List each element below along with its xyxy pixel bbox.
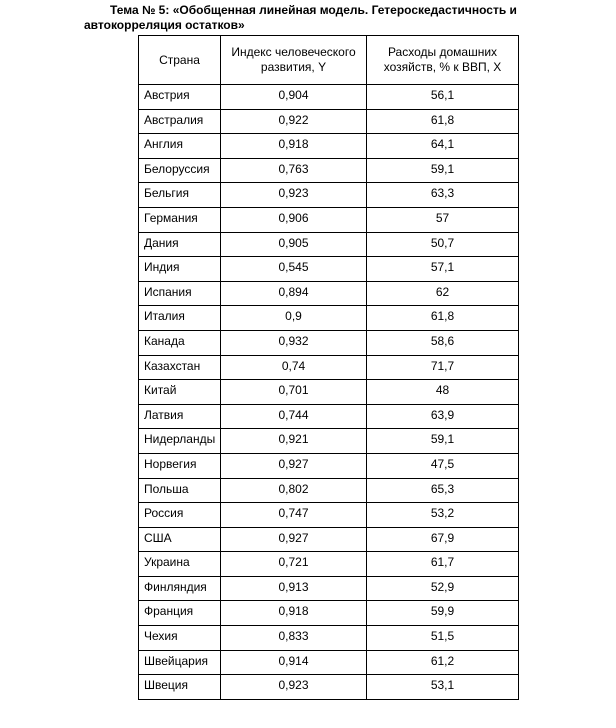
cell-country: Испания bbox=[139, 281, 221, 306]
cell-hdi: 0,74 bbox=[221, 355, 367, 380]
cell-country: Россия bbox=[139, 503, 221, 528]
cell-hdi: 0,904 bbox=[221, 85, 367, 110]
cell-country: США bbox=[139, 527, 221, 552]
table-row bbox=[139, 650, 519, 675]
cell-country: Китай bbox=[139, 380, 221, 405]
table-row bbox=[139, 503, 519, 528]
cell-hdi: 0,932 bbox=[221, 330, 367, 355]
cell-household-spending: 56,1 bbox=[367, 85, 519, 110]
cell-household-spending: 64,1 bbox=[367, 134, 519, 159]
table-row bbox=[139, 404, 519, 429]
cell-hdi: 0,923 bbox=[221, 183, 367, 208]
table-row bbox=[139, 232, 519, 257]
cell-hdi: 0,922 bbox=[221, 109, 367, 134]
cell-hdi: 0,927 bbox=[221, 453, 367, 478]
table-row bbox=[139, 158, 519, 183]
table-body bbox=[139, 85, 519, 700]
table-row bbox=[139, 429, 519, 454]
table-row bbox=[139, 134, 519, 159]
cell-country: Казахстан bbox=[139, 355, 221, 380]
document-title: Тема № 5: «Обобщенная линейная модель. Гетероскедастичность и автокорреляция остатков» bbox=[84, 3, 517, 32]
table-row bbox=[139, 257, 519, 282]
cell-country: Швеция bbox=[139, 675, 221, 700]
table-row bbox=[139, 183, 519, 208]
cell-household-spending: 59,9 bbox=[367, 601, 519, 626]
cell-household-spending: 62 bbox=[367, 281, 519, 306]
cell-country: Польша bbox=[139, 478, 221, 503]
table-row bbox=[139, 552, 519, 577]
cell-country: Норвегия bbox=[139, 453, 221, 478]
table-row bbox=[139, 330, 519, 355]
cell-hdi: 0,763 bbox=[221, 158, 367, 183]
cell-hdi: 0,913 bbox=[221, 576, 367, 601]
cell-household-spending: 48 bbox=[367, 380, 519, 405]
cell-country: Австрия bbox=[139, 85, 221, 110]
cell-household-spending: 63,9 bbox=[367, 404, 519, 429]
cell-country: Украина bbox=[139, 552, 221, 577]
table-row bbox=[139, 527, 519, 552]
cell-country: Бельгия bbox=[139, 183, 221, 208]
cell-hdi: 0,923 bbox=[221, 675, 367, 700]
cell-country: Германия bbox=[139, 207, 221, 232]
table-header-row bbox=[139, 36, 519, 85]
table-row bbox=[139, 109, 519, 134]
cell-country: Швейцария bbox=[139, 650, 221, 675]
cell-household-spending: 67,9 bbox=[367, 527, 519, 552]
cell-household-spending: 52,9 bbox=[367, 576, 519, 601]
header-household-spending: Расходы домашних хозяйств, % к ВВП, X bbox=[367, 36, 519, 85]
cell-country: Латвия bbox=[139, 404, 221, 429]
cell-country: Белоруссия bbox=[139, 158, 221, 183]
cell-country: Канада bbox=[139, 330, 221, 355]
cell-hdi: 0,701 bbox=[221, 380, 367, 405]
cell-hdi: 0,894 bbox=[221, 281, 367, 306]
cell-country: Чехия bbox=[139, 626, 221, 651]
cell-household-spending: 53,1 bbox=[367, 675, 519, 700]
cell-household-spending: 59,1 bbox=[367, 429, 519, 454]
table-row bbox=[139, 281, 519, 306]
cell-household-spending: 61,8 bbox=[367, 306, 519, 331]
cell-hdi: 0,545 bbox=[221, 257, 367, 282]
cell-household-spending: 63,3 bbox=[367, 183, 519, 208]
header-hdi: Индекс человеческого развития, Y bbox=[221, 36, 367, 85]
cell-hdi: 0,918 bbox=[221, 134, 367, 159]
header-country: Страна bbox=[139, 36, 221, 85]
cell-hdi: 0,905 bbox=[221, 232, 367, 257]
cell-hdi: 0,918 bbox=[221, 601, 367, 626]
table-row bbox=[139, 207, 519, 232]
cell-household-spending: 61,2 bbox=[367, 650, 519, 675]
cell-country: Финляндия bbox=[139, 576, 221, 601]
cell-household-spending: 51,5 bbox=[367, 626, 519, 651]
cell-household-spending: 58,6 bbox=[367, 330, 519, 355]
cell-household-spending: 57,1 bbox=[367, 257, 519, 282]
cell-hdi: 0,927 bbox=[221, 527, 367, 552]
cell-country: Австралия bbox=[139, 109, 221, 134]
cell-hdi: 0,906 bbox=[221, 207, 367, 232]
cell-hdi: 0,921 bbox=[221, 429, 367, 454]
table-row bbox=[139, 380, 519, 405]
table-row bbox=[139, 675, 519, 700]
cell-hdi: 0,721 bbox=[221, 552, 367, 577]
cell-country: Нидерланды bbox=[139, 429, 221, 454]
cell-country: Италия bbox=[139, 306, 221, 331]
table-row bbox=[139, 626, 519, 651]
cell-hdi: 0,747 bbox=[221, 503, 367, 528]
cell-household-spending: 61,7 bbox=[367, 552, 519, 577]
table-row bbox=[139, 85, 519, 110]
cell-household-spending: 59,1 bbox=[367, 158, 519, 183]
cell-hdi: 0,914 bbox=[221, 650, 367, 675]
cell-household-spending: 47,5 bbox=[367, 453, 519, 478]
cell-household-spending: 65,3 bbox=[367, 478, 519, 503]
cell-household-spending: 50,7 bbox=[367, 232, 519, 257]
cell-household-spending: 61,8 bbox=[367, 109, 519, 134]
cell-country: Дания bbox=[139, 232, 221, 257]
table-row bbox=[139, 478, 519, 503]
cell-hdi: 0,744 bbox=[221, 404, 367, 429]
cell-household-spending: 53,2 bbox=[367, 503, 519, 528]
cell-hdi: 0,9 bbox=[221, 306, 367, 331]
cell-household-spending: 71,7 bbox=[367, 355, 519, 380]
table-row bbox=[139, 355, 519, 380]
table-row bbox=[139, 306, 519, 331]
table-row bbox=[139, 576, 519, 601]
cell-hdi: 0,833 bbox=[221, 626, 367, 651]
cell-country: Англия bbox=[139, 134, 221, 159]
data-table bbox=[138, 35, 519, 700]
cell-country: Индия bbox=[139, 257, 221, 282]
cell-country: Франция bbox=[139, 601, 221, 626]
cell-hdi: 0,802 bbox=[221, 478, 367, 503]
table-row bbox=[139, 601, 519, 626]
table-row bbox=[139, 453, 519, 478]
cell-household-spending: 57 bbox=[367, 207, 519, 232]
